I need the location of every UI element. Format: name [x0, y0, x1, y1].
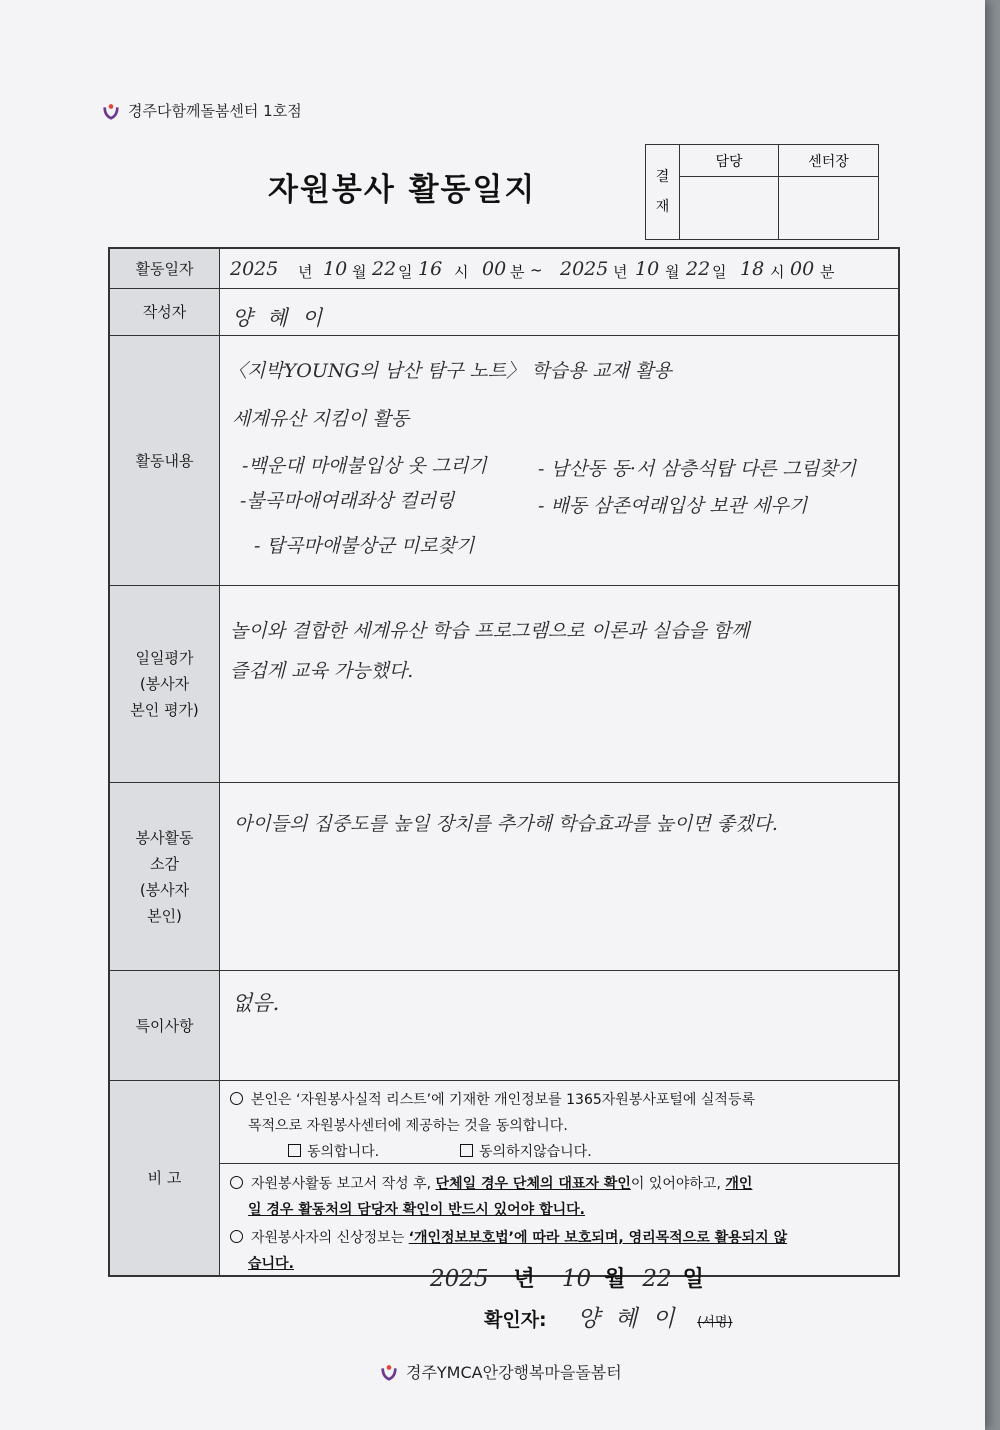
approval-director-sign-cell	[779, 177, 878, 239]
disagree-checkbox[interactable]: 동의하지않습니다.	[460, 1141, 592, 1161]
impression-value: 아이들의 집중도를 높일 장치를 추가해 학습효과를 높이면 좋겠다.	[234, 813, 778, 835]
remarks-value	[220, 1081, 898, 1275]
consent-text-2: 목적으로 자원봉사센터에 제공하는 것을 동의합니다.	[248, 1118, 568, 1134]
remark-note-2: 자원봉사자의 신상정보는 ‘개인정보보호법’에 따라 보호되며, 영리목적으로 활용되지 않	[230, 1227, 787, 1247]
confirmer	[484, 1300, 732, 1333]
signature-mark: (서명)	[697, 1315, 733, 1330]
consent-text-1: 본인은 ‘자원봉사실적 리스트’에 기재한 개인정보를 1365자원봉사포털에 실적등록	[230, 1089, 755, 1109]
remark-note-2-cont: 습니다.	[248, 1256, 294, 1272]
org-header	[102, 100, 302, 121]
activity-log-table	[108, 247, 900, 1277]
approval-box	[645, 144, 879, 240]
row-remarks	[110, 1081, 898, 1275]
row-impression	[110, 783, 898, 971]
row-activity-content	[110, 336, 898, 586]
activity-date-value: 2025 년 10 월 22 일 16 시 00 분 ~ 2025 년 10 월 22 일 18 시 00 분	[230, 258, 835, 281]
label-impression: 봉사활동 소감 (봉사자 본인)	[110, 783, 220, 970]
confirmer-name: 양 혜 이	[577, 1306, 679, 1332]
document-title: 자원봉사 활동일지	[268, 172, 537, 208]
approval-col-director: 센터장	[779, 145, 878, 177]
heart-person-logo-icon	[380, 1363, 398, 1381]
org-name: 경주다함께돌봄센터 1호점	[128, 102, 302, 120]
sign-date: 2025 년 10 월 22 일	[430, 1266, 704, 1292]
approval-staff-sign-cell	[680, 177, 779, 239]
approval-col-staff: 담당	[680, 145, 779, 177]
label-activity-date: 활동일자	[110, 249, 220, 288]
row-activity-date	[110, 249, 898, 289]
label-daily-evaluation: 일일평가 (봉사자 본인 평가)	[110, 586, 220, 782]
approval-side-label: 결 재	[646, 145, 680, 239]
row-daily-evaluation	[110, 586, 898, 783]
daily-evaluation-value: 놀이와 결합한 세계유산 학습 프로그램으로 이론과 실습을 함께 즐겁게 교육 가능했다.	[230, 620, 750, 682]
footer-org-name: 경주YMCA안강행복마을돌봄터	[406, 1363, 622, 1382]
row-author	[110, 289, 898, 336]
special-notes-value: 없음.	[232, 991, 280, 1015]
activity-content-value: 〈지박YOUNG의 남산 탐구 노트〉 학습용 교재 활용 세계유산 지킴이 활동 -백운대 마애불입상 옷 그리기 - 남산동 동·서 삼층석탑 다른 그림찾기 -불곡마애여래좌상 컬러링 - 배동 삼존여래입상 보관 세우기 - 탑곡마애불상군 미로찾기	[228, 360, 856, 557]
label-author: 작성자	[110, 289, 220, 335]
row-special-notes	[110, 971, 898, 1081]
org-footer	[380, 1360, 622, 1383]
heart-person-logo-icon	[102, 102, 120, 120]
label-special-notes: 특이사항	[110, 971, 220, 1080]
agree-checkbox[interactable]: 동의합니다.	[288, 1141, 379, 1161]
confirmer-label: 확인자:	[484, 1309, 547, 1331]
remark-note-1: 자원봉사활동 보고서 작성 후, 단체일 경우 단체의 대표자 확인이 있어야하고, 개인	[230, 1173, 752, 1193]
remark-note-1-cont: 일 경우 활동처의 담당자 확인이 반드시 있어야 합니다.	[248, 1202, 585, 1218]
author-name: 양 혜 이	[232, 306, 327, 330]
label-remarks: 비 고	[110, 1081, 220, 1275]
label-activity-content: 활동내용	[110, 336, 220, 585]
